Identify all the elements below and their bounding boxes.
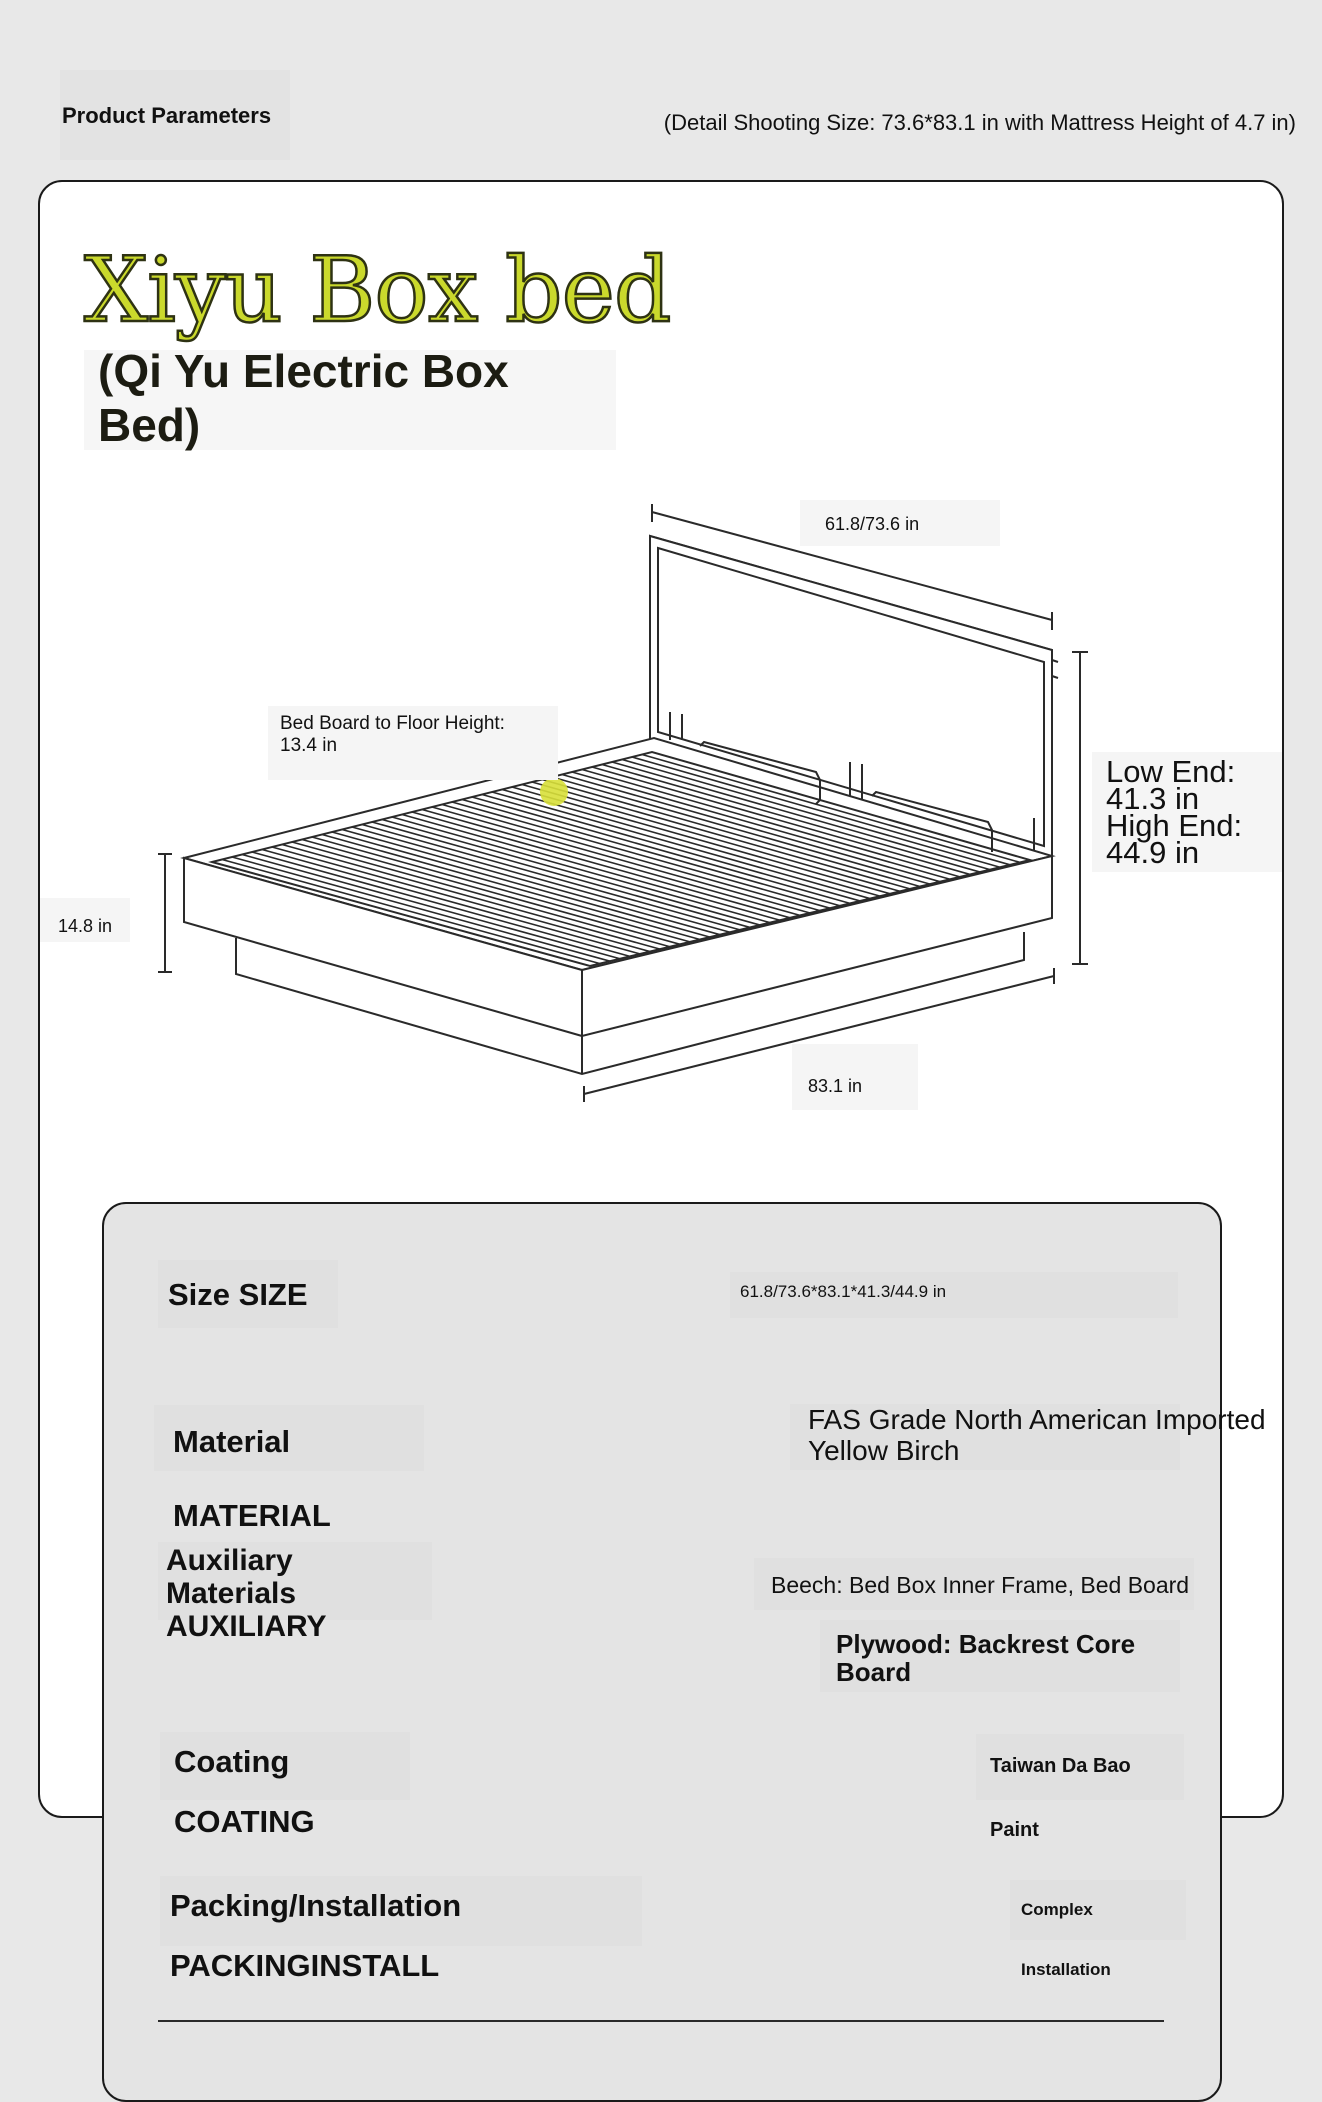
section-title: Product Parameters	[60, 70, 290, 160]
auxiliary-label-line-1: Auxiliary Materials	[166, 1544, 297, 1610]
high-end-value: 44.9 in	[1106, 835, 1200, 870]
auxiliary-value-plywood: Plywood: Backrest Core Board	[820, 1620, 1180, 1692]
shooting-size-note: (Detail Shooting Size: 73.6*83.1 in with Mattress Height of 4.7 in)	[663, 110, 1296, 135]
board-height-line-1: Bed Board to Floor Height:	[280, 713, 505, 734]
auxiliary-label-line-2: AUXILIARY	[166, 1610, 327, 1643]
packing-label: Packing/Installation PACKINGINSTALL	[160, 1876, 642, 1946]
packing-value: Complex Installation	[1010, 1880, 1186, 1940]
bottom-divider	[158, 2020, 1164, 2022]
low-end-value: 41.3 in	[1106, 781, 1200, 816]
coating-label: Coating COATING	[160, 1732, 410, 1800]
size-label: Size SIZE	[158, 1260, 338, 1328]
material-value-line-2: Yellow Birch	[808, 1435, 960, 1466]
product-title: Xiyu Box bed	[84, 238, 671, 343]
measure-point-marker	[540, 778, 568, 806]
auxiliary-value-beech: Beech: Bed Box Inner Frame, Bed Board	[754, 1558, 1194, 1610]
material-value	[790, 1404, 1266, 1470]
coating-value: Taiwan Da Bao Paint	[976, 1734, 1184, 1800]
board-height-line-2: 13.4 in	[280, 735, 338, 756]
frame-height-label: 14.8 in	[40, 898, 130, 942]
product-subtitle: (Qi Yu Electric Box Bed)	[98, 345, 509, 451]
board-height-label	[268, 706, 558, 780]
low-end-label: Low End:	[1106, 754, 1236, 789]
frame-height-dimension-line	[158, 854, 172, 972]
width-dimension-label: 61.8/73.6 in	[800, 500, 1000, 546]
high-end-label: High End:	[1106, 808, 1243, 843]
headboard-height-label	[1092, 752, 1282, 872]
headboard-height-dimension-line	[1072, 652, 1088, 964]
auxiliary-label	[158, 1542, 432, 1643]
length-dimension-label: 83.1 in	[792, 1044, 918, 1110]
material-label: Material MATERIAL	[154, 1405, 424, 1471]
size-value: 61.8/73.6*83.1*41.3/44.9 in	[730, 1272, 1178, 1318]
material-value-line-1: FAS Grade North American Imported	[808, 1404, 1266, 1435]
